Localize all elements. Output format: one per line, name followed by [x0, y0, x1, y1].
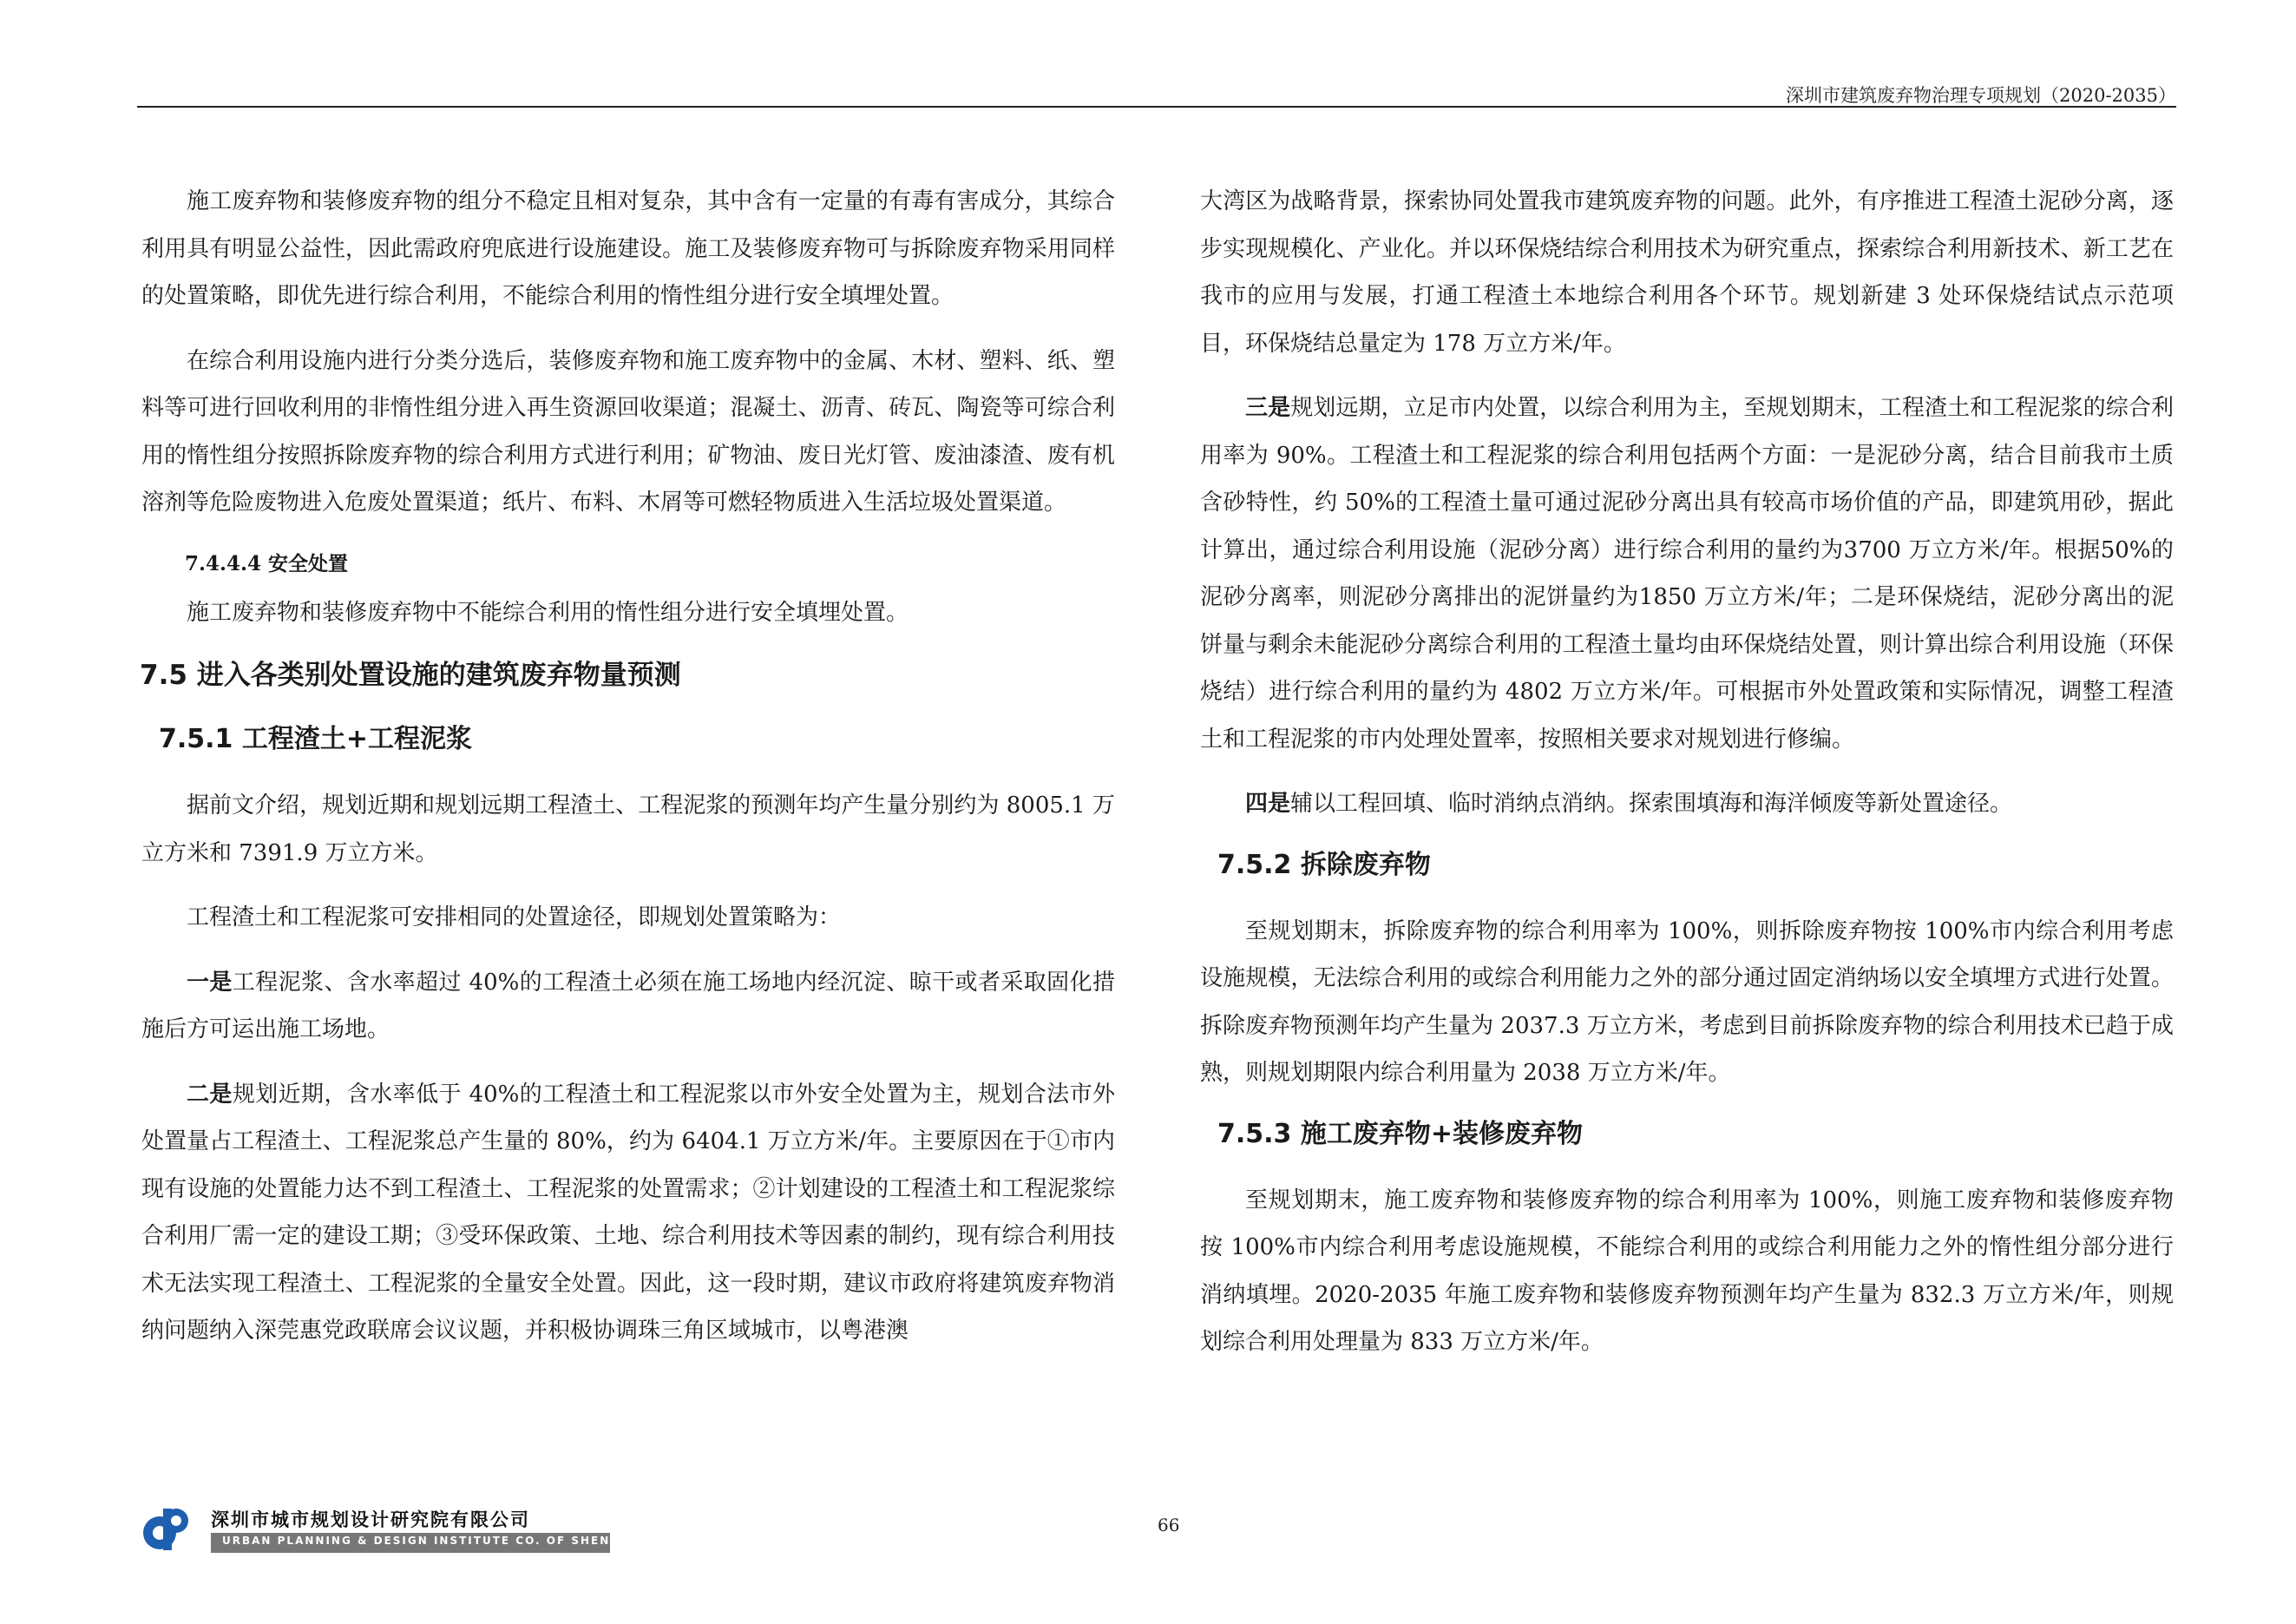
section-heading-7-5: 7.5 进入各类别处置设施的建筑废弃物量预测 [140, 660, 681, 691]
paragraph: 至规划期末，拆除废弃物的综合利用率为 100%，则拆除废弃物按 100%市内综合利用考虑设施规模，无法综合利用的或综合利用能力之外的部分通过固定消纳场以安全填埋方式进行处置。拆除废弃物预测年均产生量为 2037.3 万立方米，考虑到目前拆除废弃物的综合利用技术已趋于成熟，则规划期限内综合利用量为 2038 万立方米/年。 [1200, 917, 2174, 1086]
header-rule [137, 106, 2176, 108]
lead-word: 二是 [187, 1081, 233, 1108]
paragraph-body: 辅以工程回填、临时消纳点消纳。探索围填海和海洋倾废等新处置途径。 [1290, 791, 2013, 817]
paragraph: 施工废弃物和装修废弃物中不能综合利用的惰性组分进行安全填埋处置。 [187, 599, 909, 626]
footer-org-name: 深圳市城市规划设计研究院有限公司 [211, 1509, 530, 1530]
section-heading-7-5-1: 7.5.1 工程渣土+工程泥浆 [159, 724, 472, 754]
left-column [141, 178, 1115, 1372]
paragraph: 至规划期末，施工废弃物和装修废弃物的综合利用率为 100%，则施工废弃物和装修废弃物按 100%市内综合利用考虑设施规模，不能综合利用的或综合利用能力之外的惰性组分部分进行消纳填埋。2020-2035 年施工废弃物和装修废弃物预测年均产生量为 832.3 万立方米/年，则规划综合利用处理量为 833 万立方米/年。 [1200, 1187, 2174, 1355]
section-heading-7-5-3: 7.5.3 施工废弃物+装修废弃物 [1217, 1118, 1583, 1149]
page-number: 66 [1158, 1515, 1180, 1535]
paragraph [141, 1071, 1115, 1355]
paragraph-body: 规划近期，含水率低于 40%的工程渣土和工程泥浆以市外安全处置为主，规划合法市外处置量占工程渣土、工程泥浆总产生量的 80%，约为 6404.1 万立方米/年。主要原因在于①市内现有设施的处置能力达不到工程渣土、工程泥浆的处置需求；②计划建设的工程渣土和工程泥浆综合利用厂需一定的建设工期；③受环保政策、土地、综合利用技术等因素的制约，现有综合利用技术无法实现工程渣土、工程泥浆的全量安全处置。因此，这一段时期，建议市政府将建筑废弃物消纳问题纳入深莞惠党政联席会议议题，并积极协调珠三角区域城市，以粤港澳 [141, 1081, 1115, 1344]
paragraph: 施工废弃物和装修废弃物的组分不稳定且相对复杂，其中含有一定量的有毒有害成分，其综合利用具有明显公益性，因此需政府兜底进行设施建设。施工及装修废弃物可与拆除废弃物采用同样的处置策略，即优先进行综合利用，不能综合利用的惰性组分进行安全填埋处置。 [141, 188, 1115, 309]
paragraph: 据前文介绍，规划近期和规划远期工程渣土、工程泥浆的预测年均产生量分别约为 8005.1 万立方米和 7391.9 万立方米。 [141, 792, 1115, 866]
paragraph-body: 工程泥浆、含水率超过 40%的工程渣土必须在施工场地内经沉淀、晾干或者采取固化措施后方可运出施工场地。 [141, 969, 1115, 1042]
paragraph [1200, 780, 2174, 828]
paragraph [1200, 385, 2174, 763]
paragraph: 大湾区为战略背景，探索协同处置我市建筑废弃物的问题。此外，有序推进工程渣土泥砂分离，逐步实现规模化、产业化。并以环保烧结综合利用技术为研究重点，探索综合利用新技术、新工艺在我市的应用与发展，打通工程渣土本地综合利用各个环节。规划新建 3 处环保烧结试点示范项目，环保烧结总量定为 178 万立方米/年。 [1200, 188, 2174, 357]
paragraph: 工程渣土和工程泥浆可安排相同的处置途径，即规划处置策略为： [187, 904, 842, 930]
footer-org-english: URBAN PLANNING & DESIGN INSTITUTE CO. OF SHENZHEN [222, 1535, 650, 1547]
institute-logo-icon [139, 1503, 191, 1555]
header-title: 深圳市建筑废弃物治理专项规划（2020-2035） [1786, 85, 2176, 106]
section-heading-7-5-2: 7.5.2 拆除废弃物 [1217, 849, 1431, 880]
lead-word: 三是 [1245, 395, 1291, 421]
paragraph: 在综合利用设施内进行分类分选后，装修废弃物和施工废弃物中的金属、木材、塑料、纸、塑料等可进行回收利用的非惰性组分进入再生资源回收渠道；混凝土、沥青、砖瓦、陶瓷等可综合利用的惰性组分按照拆除废弃物的综合利用方式进行利用；矿物油、废日光灯管、废油漆渣、废有机溶剂等危险废物进入危废处置渠道；纸片、布料、木屑等可燃轻物质进入生活垃圾处置渠道。 [141, 347, 1115, 516]
paragraph [141, 959, 1115, 1054]
right-column [1200, 178, 2174, 1384]
paragraph-body: 规划远期，立足市内处置，以综合利用为主，至规划期末，工程渣土和工程泥浆的综合利用率为 90%。工程渣土和工程泥浆的综合利用包括两个方面：一是泥砂分离，结合目前我市土质含砂特性，约 50%的工程渣土量可通过泥砂分离出具有较高市场价值的产品，即建筑用砂，据此计算出，通过综合利用设施（泥砂分离）进行综合利用的量约为3700 万立方米/年。根据50%的泥砂分离率，则泥砂分离排出的泥饼量约为1850 万立方米/年；二是环保烧结，泥砂分离出的泥饼量与剩余未能泥砂分离综合利用的工程渣土量均由环保烧结处置，则计算出综合利用设施（环保烧结）进行综合利用的量约为 4802 万立方米/年。可根据市外处置政策和实际情况，调整工程渣土和工程泥浆的市内处理处置率，按照相关要求对规划进行修编。 [1200, 395, 2174, 753]
lead-word: 一是 [187, 969, 233, 996]
section-heading-7-4-4-4: 7.4.4.4 安全处置 [185, 551, 349, 575]
lead-word: 四是 [1245, 791, 1291, 817]
